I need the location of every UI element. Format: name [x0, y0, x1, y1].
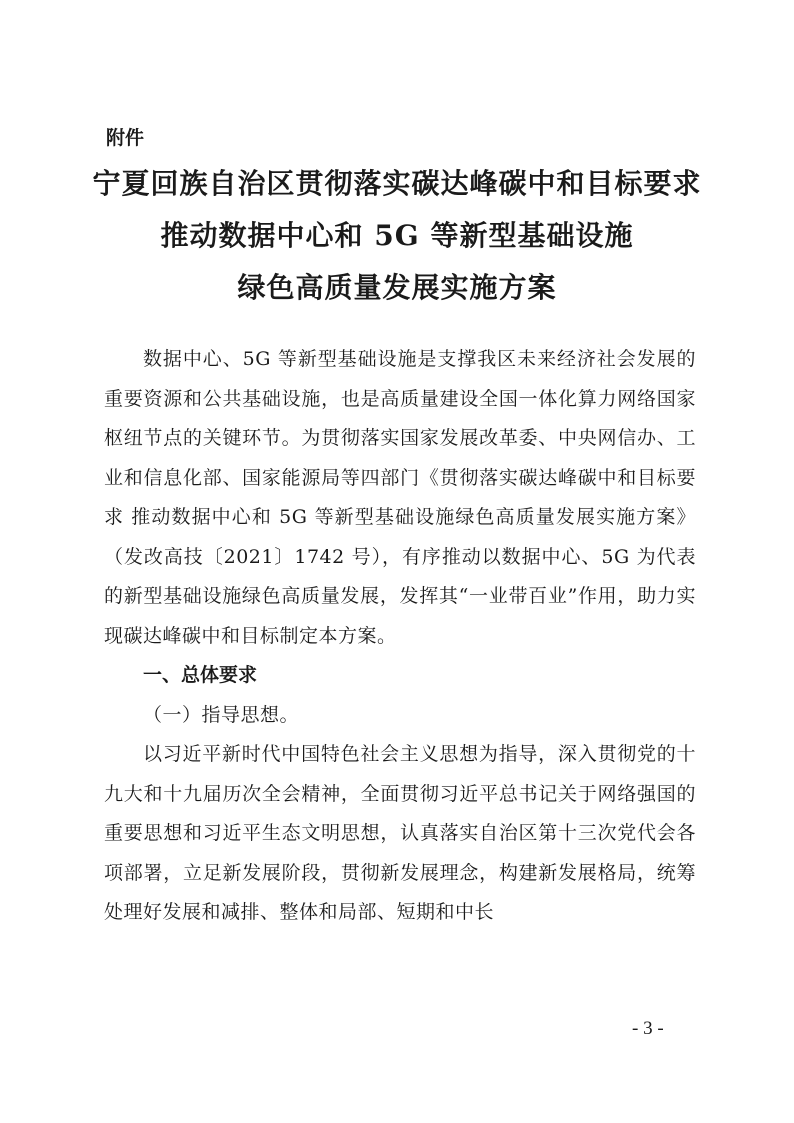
document-title	[60, 158, 734, 314]
subsection-heading-guiding-ideology: （一）指导思想。	[143, 703, 300, 726]
page-number: - 3 -	[632, 1018, 664, 1039]
intro-paragraph: 数据中心、5G 等新型基础设施是支撑我区未来经济社会发展的重要资源和公共基础设施，也是高质量建设全国一体化算力网络国家枢纽节点的关键环节。为贯彻落实国家发展改革委、中央网信办、工业和信息化部、国家能源局等四部门《贯彻落实碳达峰碳中和目标要求 推动数据中心和 5G 等新型基础设施绿色高质量发展实施方案》（发改高技〔2021〕1742 号），有序推动以数据中心、5G 为代表的新型基础设施绿色高质量发展，发挥其“一业带百业”作用，助力实现碳达峰碳中和目标制定本方案。	[104, 348, 696, 647]
title-line-3: 绿色高质量发展实施方案	[237, 271, 557, 304]
guiding-ideology-paragraph: 以习近平新时代中国特色社会主义思想为指导，深入贯彻党的十九大和十九届历次全会精神，全面贯彻习近平总书记关于网络强国的重要思想和习近平生态文明思想，认真落实自治区第十三次党代会各项部署，立足新发展阶段，贯彻新发展理念，构建新发展格局，统筹处理好发展和减排、整体和局部、短期和中长	[104, 743, 696, 923]
attachment-label: 附件	[106, 127, 145, 149]
title-line-1: 宁夏回族自治区贯彻落实碳达峰碳中和目标要求	[92, 167, 702, 200]
document-body	[104, 340, 696, 933]
title-line-2: 推动数据中心和 5G 等新型基础设施	[160, 219, 634, 252]
section-heading-general-requirements: 一、总体要求	[143, 664, 258, 686]
